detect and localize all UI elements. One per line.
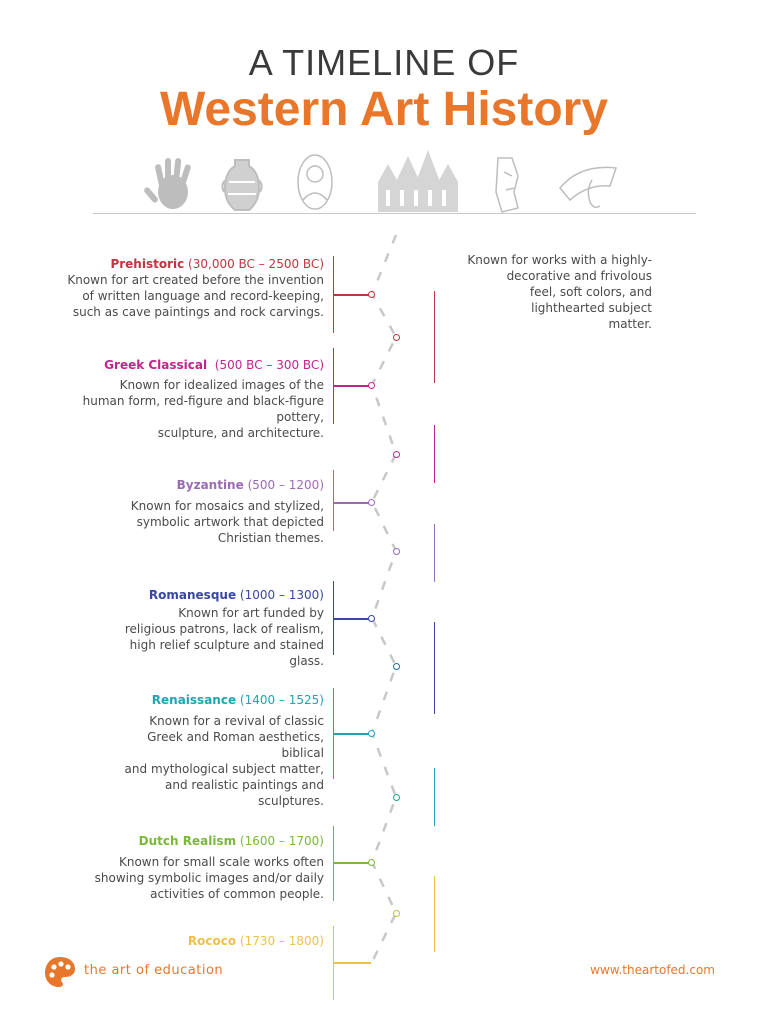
period-greek-classical	[24, 357, 324, 441]
title-line-2: Western Art History	[159, 83, 609, 136]
desc-line: Known for small scale works often	[118, 855, 324, 869]
desc-line: such as cave paintings and rock carvings.	[72, 305, 324, 319]
desc-line: lighthearted subject	[531, 301, 652, 315]
desc-line: decorative and frivolous	[506, 269, 652, 283]
desc-line: Greek and Roman aesthetics,	[147, 730, 324, 744]
desc-line: pottery,	[276, 410, 324, 424]
period-dates: (500 BC – 300 BC)	[214, 358, 324, 372]
renaissance-dot	[368, 730, 375, 737]
desc-line: showing symbolic images and/or daily	[94, 871, 324, 885]
byzantine-bar	[333, 470, 334, 531]
prehistoric-dot	[368, 291, 375, 298]
desc-line: Known for art created before the invention	[67, 273, 324, 287]
right-dot-4	[393, 663, 400, 670]
period-name: Byzantine	[176, 478, 244, 492]
period-romanesque	[24, 587, 324, 669]
brand-name[interactable]: the art of education	[84, 963, 224, 978]
right-dot-2	[393, 451, 400, 458]
desc-line: Christian themes.	[217, 531, 324, 545]
period-name: Romanesque	[148, 588, 237, 602]
period-dates: (30,000 BC – 2500 BC)	[188, 257, 324, 271]
desc-line: biblical	[281, 746, 324, 760]
greek-connector	[333, 385, 371, 387]
period-byzantine	[24, 477, 324, 546]
dutch-bar	[333, 826, 334, 901]
romanesque-connector	[333, 618, 371, 620]
prehistoric-connector	[333, 294, 371, 296]
byzantine-connector	[333, 502, 371, 504]
website-link[interactable]: www.theartofed.com	[590, 963, 715, 977]
desc-line: Known for idealized images of the	[119, 378, 324, 392]
period-name: Renaissance	[151, 693, 237, 707]
romanesque-dot	[368, 615, 375, 622]
desc-line: Known for mosaics and stylized,	[130, 499, 324, 513]
desc-line: sculptures.	[258, 794, 324, 808]
title-line-1: A TIMELINE OF	[248, 42, 520, 83]
period-dutch-realism	[24, 833, 324, 902]
right-bar-6	[434, 876, 435, 952]
period-name: Dutch Realism	[138, 834, 237, 848]
right-bar-1	[434, 291, 435, 383]
right-dot-5	[393, 794, 400, 801]
dutch-dot	[368, 859, 375, 866]
desc-line: high relief sculpture and stained	[129, 638, 324, 652]
right-bar-5	[434, 768, 435, 826]
desc-line: and mythological subject matter,	[124, 762, 324, 776]
right-bar-4	[434, 622, 435, 714]
period-dates: (1000 – 1300)	[239, 588, 324, 602]
period-rococo	[24, 933, 324, 949]
desc-line: matter.	[608, 317, 652, 331]
renaissance-connector	[333, 733, 371, 735]
desc-line: activities of common people.	[150, 887, 324, 901]
desc-line: human form, red-figure and black-figure	[82, 394, 324, 408]
right-bar-2	[434, 425, 435, 483]
period-name: Rococo	[187, 934, 237, 948]
desc-line: Known for works with a highly-	[467, 253, 652, 267]
rococo-connector	[333, 962, 371, 964]
desc-line: glass.	[289, 654, 324, 668]
period-dates: (1730 – 1800)	[239, 934, 324, 948]
desc-line: sculpture, and architecture.	[157, 426, 324, 440]
right-dot-3	[393, 548, 400, 555]
desc-line: and realistic paintings and	[165, 778, 324, 792]
period-name: Prehistoric	[110, 257, 185, 271]
period-prehistoric	[24, 256, 324, 320]
desc-line: of written language and record-keeping,	[82, 289, 324, 303]
palette-logo-icon	[44, 955, 76, 989]
desc-line: feel, soft colors, and	[529, 285, 652, 299]
greek-dot	[368, 382, 375, 389]
desc-line: symbolic artwork that depicted	[136, 515, 324, 529]
desc-line: Known for art funded by	[178, 606, 324, 620]
right-dot-1	[393, 334, 400, 341]
desc-line: religious patrons, lack of realism,	[124, 622, 324, 636]
right-dot-6	[393, 910, 400, 917]
period-dates: (1400 – 1525)	[239, 693, 324, 707]
dutch-connector	[333, 862, 371, 864]
byzantine-dot	[368, 499, 375, 506]
period-dates: (500 – 1200)	[247, 478, 324, 492]
period-renaissance	[24, 692, 324, 809]
desc-line: Known for a revival of classic	[149, 714, 324, 728]
rococo-description	[440, 252, 652, 332]
period-name: Greek Classical	[104, 358, 208, 372]
period-dates: (1600 – 1700)	[239, 834, 324, 848]
right-bar-3	[434, 524, 435, 582]
